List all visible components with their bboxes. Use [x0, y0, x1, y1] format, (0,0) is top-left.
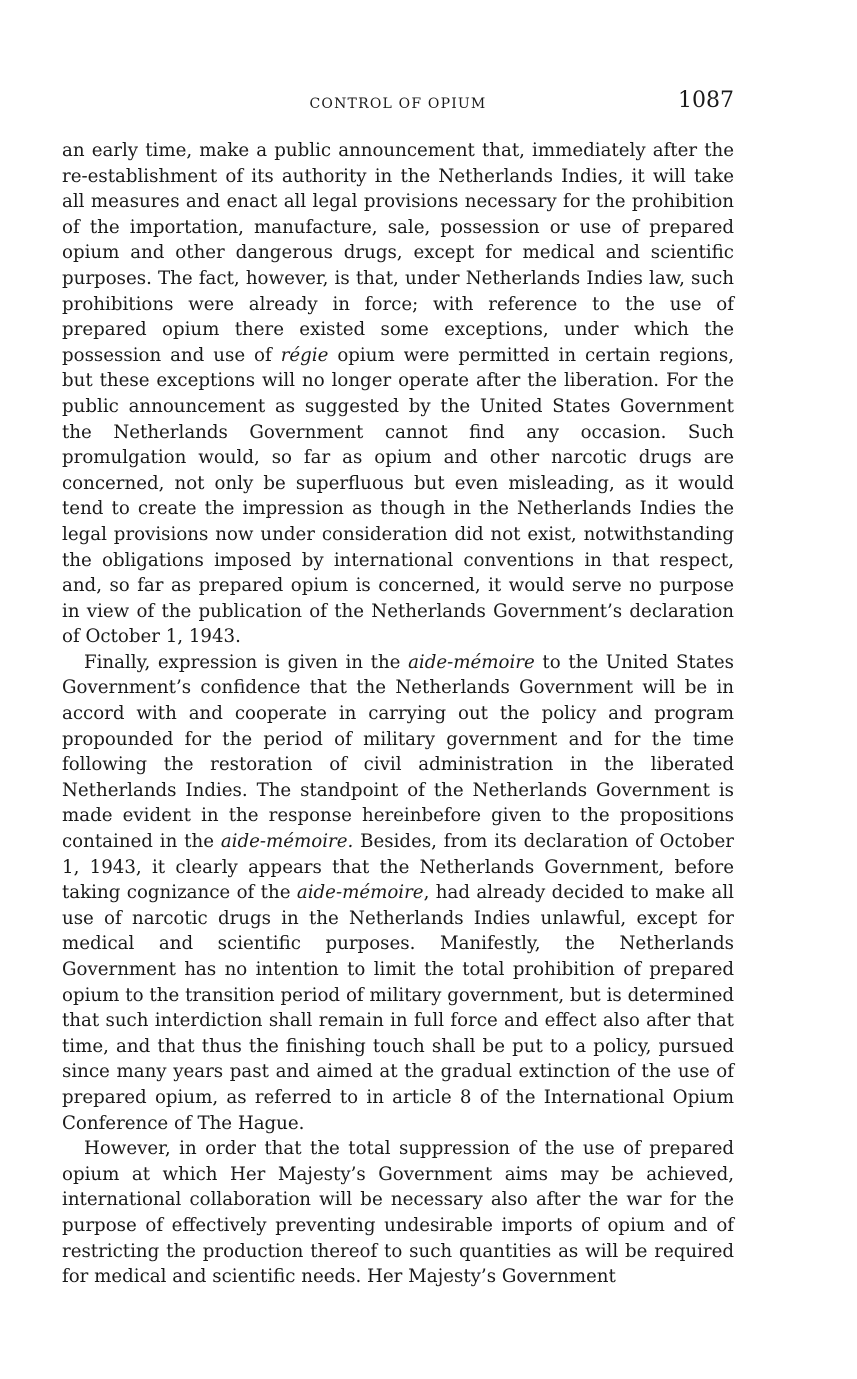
text-segment: Besides, from its declaration of October 1, 1943, it clearly appears that the Netherlands Government, before taking cognizance of the	[62, 831, 734, 904]
running-title: CONTROL OF OPIUM	[309, 96, 487, 112]
text-segment: Finally, expression is given in the	[84, 651, 409, 673]
text-segment: an early time, make a public announcement that, immediately after the re-establishment of its authority in the Netherlands Indies, it will take all measures and enact all legal provisions necessary for the prohibition of the importation, manufacture, sale, possession or use of prepared opium and other dangerous drugs, except for medical and scientific purposes. The fact, however, is that, under Netherlands Indies law, such prohibitions were already in force; with reference to the use of prepared opium there existed some exceptions, under which the possession and use of	[62, 140, 734, 366]
text-segment: , had already decided to make all use of narcotic drugs in the Netherlands Indies unlawful, except for medical and scientific purposes. Manifestly, the Netherlands Government has no intention to limit the total prohibition of prepared opium to the transition period of military government, but is determined that such interdiction shall remain in full force and effect also after that time, and that thus the finishing touch shall be put to a policy, pursued since many years past and aimed at the gradual extinction of the use of prepared opium, as referred to in article 8 of the International Opium Conference of The Hague.	[62, 882, 734, 1134]
text-segment: opium were permitted in certain regions, but these exceptions will no longer operate after the liberation. For the public announcement as suggested by the United States Government the Netherlands Government cannot find any occasion. Such promulgation would, so far as opium and other narcotic drugs are concerned, not only be superfluous but even misleading, as it would tend to create the impression as though in the Netherlands Indies the legal provisions now under consideration did not exist, notwithstanding the obligations imposed by international conventions in that respect, and, so far as prepared opium is concerned, it would serve no purpose in view of the publication of the Netherlands Government’s declaration of October 1, 1943.	[62, 344, 734, 648]
running-head	[62, 88, 734, 122]
paragraph	[62, 1136, 734, 1290]
page-number: 1087	[678, 88, 734, 113]
text-segment: to the United States Government’s confidence that the Netherlands Government will be in accord with and cooperate in carrying out the policy and program propounded for the period of military government and for the time following the restoration of civil administration in the liberated Netherlands Indies. The standpoint of the Netherlands Government is made evident in the response hereinbefore given to the propositions contained in the	[62, 651, 734, 853]
body-text	[62, 138, 734, 1290]
text-segment: However, in order that the total suppression of the use of prepared opium at which Her Majesty’s Government aims may be achieved, international collaboration will be necessary also after the war for the purpose of effectively preventing undesirable imports of opium and of restricting the production thereof to such quantities as will be required for medical and scientific needs. Her Majesty’s Government	[62, 1138, 734, 1288]
italic-text-segment: aide-mémoire	[408, 651, 535, 673]
italic-text-segment: aide-mémoire	[296, 882, 424, 904]
paragraph	[62, 138, 734, 650]
paragraph	[62, 650, 734, 1136]
italic-text-segment: aide-mémoire.	[220, 831, 354, 853]
italic-text-segment: régie	[280, 344, 329, 366]
